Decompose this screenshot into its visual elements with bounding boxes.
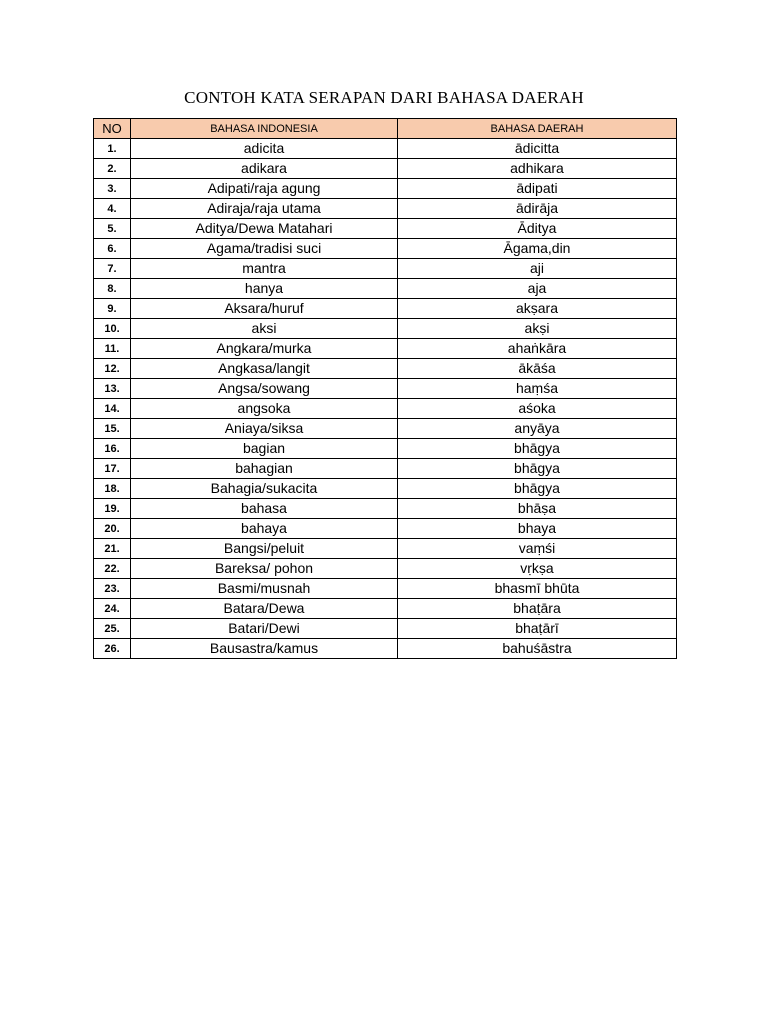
bahasa-daerah-cell: ādipati [398, 179, 677, 199]
bahasa-daerah-cell: adhikara [398, 159, 677, 179]
table-row [94, 319, 677, 339]
header-bahasa-daerah: BAHASA DAERAH [398, 119, 677, 139]
table-row [94, 159, 677, 179]
bahasa-daerah-cell: bhasmī bhūta [398, 579, 677, 599]
row-number: 15. [94, 419, 131, 439]
bahasa-indonesia-cell: aksi [131, 319, 398, 339]
row-number: 11. [94, 339, 131, 359]
row-number: 17. [94, 459, 131, 479]
row-number: 25. [94, 619, 131, 639]
bahasa-indonesia-cell: Agama/tradisi suci [131, 239, 398, 259]
bahasa-daerah-cell: bhaṭāra [398, 599, 677, 619]
table-row [94, 519, 677, 539]
bahasa-indonesia-cell: bagian [131, 439, 398, 459]
document-title: CONTOH KATA SERAPAN DARI BAHASA DAERAH [184, 88, 584, 107]
row-number: 2. [94, 159, 131, 179]
bahasa-indonesia-cell: Batara/Dewa [131, 599, 398, 619]
bahasa-daerah-cell: akṣi [398, 319, 677, 339]
table-header-row [94, 119, 677, 139]
bahasa-indonesia-cell: hanya [131, 279, 398, 299]
row-number: 16. [94, 439, 131, 459]
bahasa-daerah-cell: bhāgya [398, 439, 677, 459]
table-row [94, 179, 677, 199]
bahasa-daerah-cell: bhāgya [398, 479, 677, 499]
table-row [94, 199, 677, 219]
row-number: 3. [94, 179, 131, 199]
bahasa-indonesia-cell: Angkasa/langit [131, 359, 398, 379]
bahasa-indonesia-cell: Batari/Dewi [131, 619, 398, 639]
table-row [94, 579, 677, 599]
bahasa-indonesia-cell: Aniaya/siksa [131, 419, 398, 439]
header-bahasa-indonesia: BAHASA INDONESIA [131, 119, 398, 139]
table-row [94, 439, 677, 459]
bahasa-indonesia-cell: Adipati/raja agung [131, 179, 398, 199]
row-number: 10. [94, 319, 131, 339]
table-row [94, 339, 677, 359]
table-row [94, 539, 677, 559]
bahasa-daerah-cell: bhaya [398, 519, 677, 539]
bahasa-daerah-cell: bahuśāstra [398, 639, 677, 659]
bahasa-indonesia-cell: Angkara/murka [131, 339, 398, 359]
bahasa-daerah-cell: aji [398, 259, 677, 279]
table-row [94, 399, 677, 419]
bahasa-daerah-cell: Āgama,din [398, 239, 677, 259]
row-number: 13. [94, 379, 131, 399]
bahasa-indonesia-cell: Aksara/huruf [131, 299, 398, 319]
table-row [94, 499, 677, 519]
bahasa-daerah-cell: aśoka [398, 399, 677, 419]
row-number: 26. [94, 639, 131, 659]
bahasa-daerah-cell: ahaṅkāra [398, 339, 677, 359]
bahasa-daerah-cell: Āditya [398, 219, 677, 239]
bahasa-daerah-cell: bhāgya [398, 459, 677, 479]
bahasa-daerah-cell: bhāṣa [398, 499, 677, 519]
table-row [94, 619, 677, 639]
row-number: 24. [94, 599, 131, 619]
row-number: 8. [94, 279, 131, 299]
bahasa-daerah-cell: anyāya [398, 419, 677, 439]
bahasa-indonesia-cell: bahaya [131, 519, 398, 539]
bahasa-indonesia-cell: Angsa/sowang [131, 379, 398, 399]
table-row [94, 219, 677, 239]
bahasa-indonesia-cell: mantra [131, 259, 398, 279]
bahasa-indonesia-cell: Adiraja/raja utama [131, 199, 398, 219]
row-number: 23. [94, 579, 131, 599]
bahasa-indonesia-cell: bahasa [131, 499, 398, 519]
bahasa-daerah-cell: ādirāja [398, 199, 677, 219]
bahasa-daerah-cell: akṣara [398, 299, 677, 319]
table-row [94, 359, 677, 379]
bahasa-indonesia-cell: Bareksa/ pohon [131, 559, 398, 579]
row-number: 20. [94, 519, 131, 539]
bahasa-daerah-cell: vaṃśi [398, 539, 677, 559]
row-number: 12. [94, 359, 131, 379]
row-number: 22. [94, 559, 131, 579]
bahasa-indonesia-cell: Bangsi/peluit [131, 539, 398, 559]
row-number: 6. [94, 239, 131, 259]
table-row [94, 599, 677, 619]
row-number: 21. [94, 539, 131, 559]
bahasa-indonesia-cell: Bausastra/kamus [131, 639, 398, 659]
bahasa-daerah-cell: haṃśa [398, 379, 677, 399]
bahasa-daerah-cell: vṛkṣa [398, 559, 677, 579]
row-number: 7. [94, 259, 131, 279]
row-number: 5. [94, 219, 131, 239]
row-number: 18. [94, 479, 131, 499]
table-row [94, 639, 677, 659]
table-row [94, 459, 677, 479]
bahasa-daerah-cell: aja [398, 279, 677, 299]
row-number: 9. [94, 299, 131, 319]
row-number: 1. [94, 139, 131, 159]
table-row [94, 299, 677, 319]
bahasa-daerah-cell: ākāśa [398, 359, 677, 379]
header-no: NO [94, 119, 131, 139]
table-row [94, 379, 677, 399]
bahasa-indonesia-cell: angsoka [131, 399, 398, 419]
bahasa-daerah-cell: ādicitta [398, 139, 677, 159]
bahasa-indonesia-cell: Bahagia/sukacita [131, 479, 398, 499]
table-row [94, 559, 677, 579]
table-row [94, 239, 677, 259]
loanword-table [93, 118, 677, 659]
table-row [94, 139, 677, 159]
row-number: 19. [94, 499, 131, 519]
row-number: 14. [94, 399, 131, 419]
bahasa-indonesia-cell: Aditya/Dewa Matahari [131, 219, 398, 239]
bahasa-daerah-cell: bhaṭārī [398, 619, 677, 639]
bahasa-indonesia-cell: adicita [131, 139, 398, 159]
bahasa-indonesia-cell: adikara [131, 159, 398, 179]
table-row [94, 479, 677, 499]
row-number: 4. [94, 199, 131, 219]
table-row [94, 419, 677, 439]
bahasa-indonesia-cell: bahagian [131, 459, 398, 479]
table-row [94, 279, 677, 299]
bahasa-indonesia-cell: Basmi/musnah [131, 579, 398, 599]
table-row [94, 259, 677, 279]
